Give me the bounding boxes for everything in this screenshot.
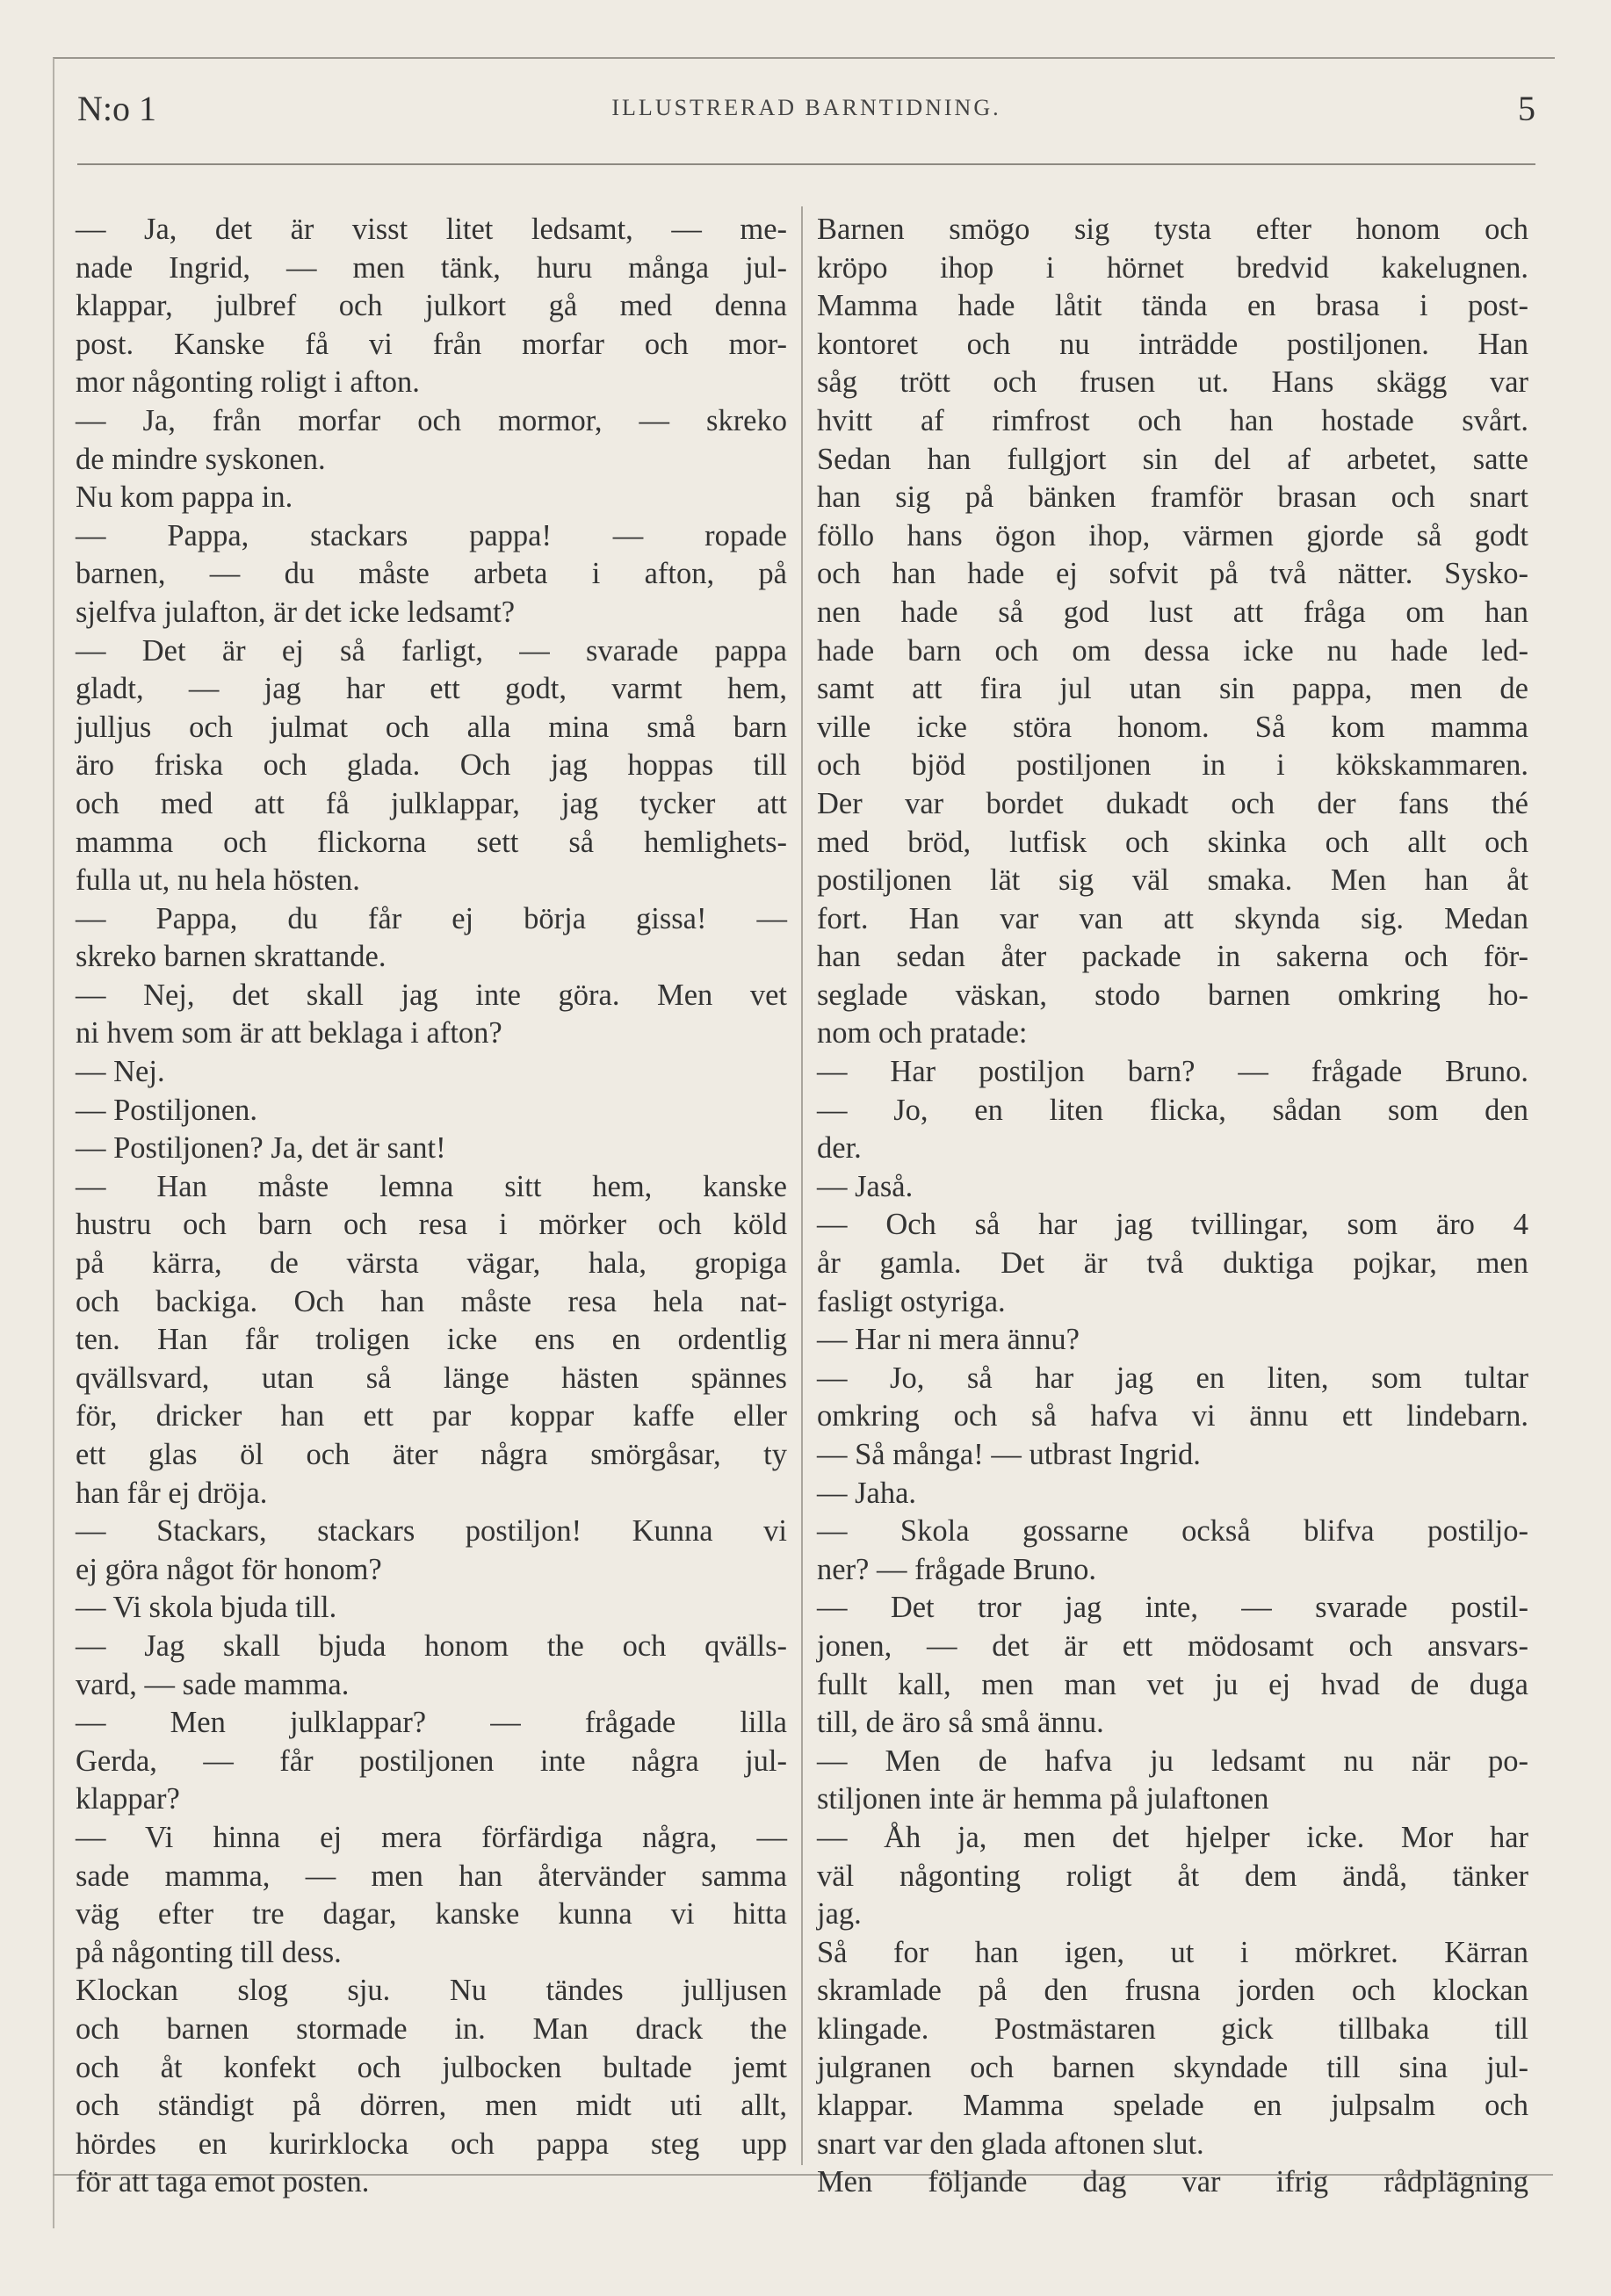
text-line: på någonting till dess. [76,1935,342,1969]
text-line: för att taga emot posten. [76,2165,370,2199]
text-line: han sedan åter packade in sakerna och för- [817,940,1528,974]
text-line: kontoret och nu inträdde postiljonen. Han [817,327,1528,361]
text-line: fullt kall, men man vet ju ej hvad de duga [817,1667,1528,1701]
text-line: ni hvem som är att beklaga i afton? [76,1016,502,1051]
text-line: och med att få julklappar, jag tycker att [76,786,787,820]
text-line: hade barn och om dessa icke nu hade led- [817,633,1528,668]
text-line: julljus och julmat och alla mina små barn [76,710,787,744]
text-line: — Postiljonen. [76,1093,258,1127]
text-line: mor någonting roligt i afton. [76,365,420,400]
text-line: och barnen stormade in. Man drack the [76,2011,787,2046]
text-line: och ständigt på dörren, men midt uti allt, [76,2089,787,2123]
text-line: ej göra något för honom? [76,1552,382,1586]
text-line: skreko barnen skrattande. [76,940,386,974]
text-line: — Pappa, du får ej börja gissa! — [76,901,787,935]
text-line: nade Ingrid, — men tänk, huru många jul- [76,250,787,285]
text-line: ten. Han får troligen icke ens en ordentlig [76,1323,787,1357]
publication-title: ILLUSTRERAD BARNTIDNING. [611,95,1001,120]
text-line: vard, — sade mamma. [76,1667,350,1701]
right-column [817,211,1528,2202]
text-line: väl någonting roligt åt dem ändå, tänker [817,1859,1528,1893]
text-line: ett glas öl och äter några smörgåsar, ty [76,1438,787,1471]
text-line: Men följande dag var ifrig rådplägning [817,2165,1528,2199]
column-divider [801,206,803,2165]
text-line: — Ja, från morfar och mormor, — skreko [76,403,787,437]
text-line: — Jag skall bjuda honom the och qvälls- [76,1628,787,1663]
text-line: klappar. Mamma spelade en julpsalm och [817,2089,1528,2123]
page-header [77,88,1535,141]
text-line: år gamla. Det är två duktiga pojkar, men [817,1246,1528,1281]
text-line: skramlade på den frusna jorden och klockan [817,1974,1528,2008]
text-line: — Det tror jag inte, — svarade postil- [817,1591,1528,1625]
text-line: — Pappa, stackars pappa! — ropade [76,518,787,552]
text-line: nom och pratade: [817,1016,1028,1051]
text-line: Sedan han fullgjort sin del af arbetet, satte [817,442,1528,476]
text-line: omkring och så hafva vi ännu ett lindebarn. [817,1399,1528,1433]
text-line: — Men de hafva ju ledsamt nu när po- [817,1744,1528,1778]
text-line: och backiga. Och han måste resa hela nat- [76,1284,787,1318]
text-line: snart var den glada aftonen slut. [817,2126,1204,2161]
text-line: på kärra, de värsta vägar, hala, gropiga [76,1246,787,1281]
text-line: Barnen smögo sig tysta efter honom och [817,213,1528,246]
text-line: han sig på bänken framför brasan och snart [817,480,1528,515]
text-line: fort. Han var van att skynda sig. Medan [817,901,1528,935]
text-line: julgranen och barnen skyndade till sina jul- [817,2050,1528,2084]
text-line: hvitt af rimfrost och han hostade svårt. [817,403,1528,437]
text-line: post. Kanske få vi från morfar och mor- [76,327,787,361]
text-line: stiljonen inte är hemma på julaftonen [817,1782,1269,1816]
text-line: — Han måste lemna sitt hem, kanske [76,1169,787,1203]
text-line: Så for han igen, ut i mörkret. Kärran [817,1935,1528,1969]
text-line: — Jo, så har jag en liten, som tultar [817,1361,1528,1395]
text-line: föllo hans ögon ihop, värmen gjorde så godt [817,518,1528,552]
text-line: — Ja, det är visst litet ledsamt, — me- [76,213,787,246]
text-line: Klockan slog sju. Nu tändes julljusen [76,1974,787,2008]
text-line: qvällsvard, utan så länge hästen spännes [76,1361,787,1395]
text-line: såg trött och frusen ut. Hans skägg var [817,365,1528,400]
text-line: jag. [817,1897,862,1931]
text-line: klappar, julbref och julkort gå med denna [76,289,787,323]
text-line: — Det är ej så farligt, — svarade pappa [76,633,787,668]
text-line: och bjöd postiljonen in i kökskammaren. [817,748,1528,783]
header-rule [77,163,1535,165]
text-line: — Nej. [76,1055,165,1089]
text-line: sade mamma, — men han återvänder samma [76,1859,787,1893]
text-line: gladt, — jag har ett godt, varmt hem, [76,672,787,706]
text-line: till, de äro så små ännu. [817,1706,1104,1740]
text-line: jonen, — det är ett mödosamt och ansvars- [817,1628,1528,1663]
text-line: ner? — frågade Bruno. [817,1552,1097,1586]
text-line: der. [817,1131,862,1166]
text-line: barnen, — du måste arbeta i afton, på [76,557,787,591]
page-number: 5 [1518,89,1535,128]
text-line: — Postiljonen? Ja, det är sant! [76,1131,446,1166]
text-line: kröpo ihop i hörnet bredvid kakelugnen. [817,250,1528,285]
text-line: för, dricker han ett par koppar kaffe eller [76,1399,787,1433]
text-line: nen hade så god lust att fråga om han [817,595,1528,629]
issue-number: N:o 1 [77,89,156,128]
text-line: — Har ni mera ännu? [817,1323,1080,1357]
text-line: — Så många! — utbrast Ingrid. [817,1438,1201,1471]
text-line: och han hade ej sofvit på två nätter. Sysko- [817,557,1528,591]
text-line: hustru och barn och resa i mörker och köld [76,1208,787,1242]
text-line: med bröd, lutfisk och skinka och allt och [817,825,1528,859]
text-line: postiljonen lät sig väl smaka. Men han åt [817,863,1528,898]
text-line: fulla ut, nu hela hösten. [76,863,360,898]
text-line: — Jaså. [817,1169,914,1203]
text-line: — Vi skola bjuda till. [76,1591,337,1625]
text-line: samt att fira jul utan sin pappa, men de [817,672,1528,706]
text-line: hördes en kurirklocka och pappa steg upp [76,2126,787,2161]
text-line: seglade väskan, stodo barnen omkring ho- [817,978,1528,1012]
text-line: — Nej, det skall jag inte göra. Men vet [76,978,787,1012]
text-line: mamma och flickorna sett så hemlighets- [76,825,787,859]
text-line: — Skola gossarne också blifva postiljo- [817,1514,1528,1549]
text-line: — Jo, en liten flicka, sådan som den [817,1093,1528,1127]
text-line: äro friska och glada. Och jag hoppas till [76,748,787,783]
text-line: fasligt ostyriga. [817,1284,1006,1318]
text-line: väg efter tre dagar, kanske kunna vi hitta [76,1897,787,1931]
left-column [76,211,787,2202]
text-line: klingade. Postmästaren gick tillbaka till [817,2011,1528,2046]
text-line: sjelfva julafton, är det icke ledsamt? [76,595,516,629]
text-line: — Och så har jag tvillingar, som äro 4 [817,1208,1528,1242]
text-line: Nu kom pappa in. [76,480,293,515]
text-line: — Åh ja, men det hjelper icke. Mor har [817,1820,1528,1854]
text-line: Mamma hade låtit tända en brasa i post- [817,289,1528,323]
text-line: — Jaha. [817,1476,917,1510]
text-line: — Stackars, stackars postiljon! Kunna vi [76,1514,787,1549]
text-line: klappar? [76,1782,180,1816]
text-line: ville icke störa honom. Så kom mamma [817,710,1528,744]
text-line: — Vi hinna ej mera förfärdiga några, — [76,1820,787,1854]
text-line: Gerda, — får postiljonen inte några jul- [76,1744,787,1778]
text-line: Der var bordet dukadt och der fans thé [817,786,1528,820]
text-line: och åt konfekt och julbocken bultade jemt [76,2050,787,2084]
text-line: — Har postiljon barn? — frågade Bruno. [817,1055,1528,1089]
text-line: de mindre syskonen. [76,442,326,476]
text-line: han får ej dröja. [76,1476,268,1510]
text-line: — Men julklappar? — frågade lilla [76,1706,787,1740]
